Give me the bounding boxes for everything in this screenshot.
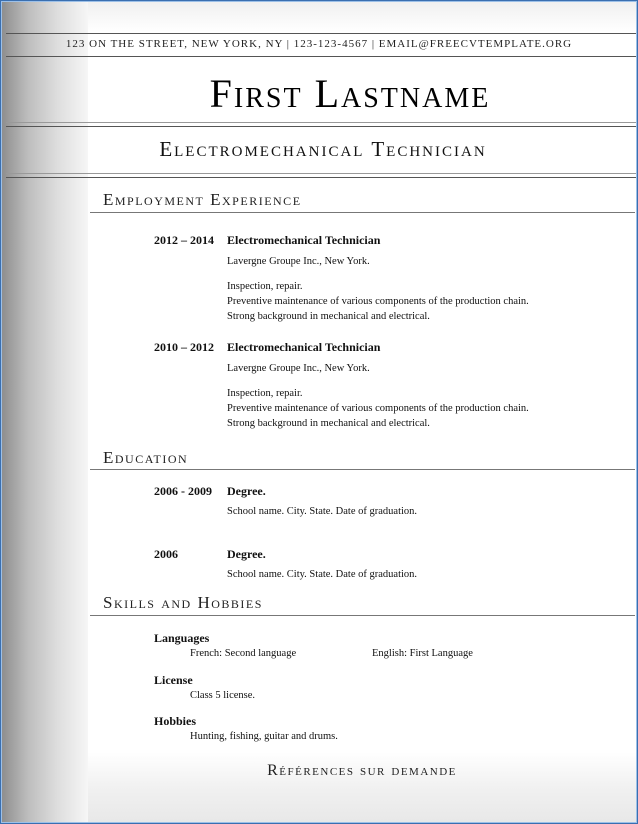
employment-2-line-3: Strong background in mechanical and electrical. <box>227 418 430 429</box>
job-title: Electromechanical Technician <box>159 137 487 161</box>
section-heading-employment: Employment Experience <box>103 190 302 209</box>
top-strip <box>88 2 636 32</box>
education-2-school: School name. City. State. Date of graduation. <box>227 569 418 580</box>
contact-bottom-rule <box>6 56 636 57</box>
education-1-degree: Degree. <box>227 484 266 498</box>
education-rule <box>90 469 635 470</box>
license-label: License <box>154 673 193 687</box>
employment-2-company: Lavergne Groupe Inc., New York. <box>227 363 370 374</box>
name-rule-1 <box>6 122 636 123</box>
name-rule-2 <box>6 126 636 127</box>
hobbies-label: Hobbies <box>154 714 197 728</box>
title-rule-1 <box>6 173 636 174</box>
employment-1-line-2: Preventive maintenance of various components of the production chain. <box>227 296 529 307</box>
employment-2-years: 2010 – 2012 <box>154 340 214 354</box>
education-1-years: 2006 - 2009 <box>154 484 212 498</box>
contact-line: 123 ON THE STREET, NEW YORK, NY | 123-123-4567 | EMAIL@FREECVTEMPLATE.ORG <box>65 38 573 50</box>
employment-rule <box>90 212 635 213</box>
employment-2-line-2: Preventive maintenance of various components of the production chain. <box>227 403 529 414</box>
contact-top-rule <box>6 33 636 34</box>
references-line: Références sur demande <box>267 762 457 779</box>
section-heading-skills: Skills and Hobbies <box>103 593 263 612</box>
skills-rule <box>90 615 635 616</box>
employment-1-years: 2012 – 2014 <box>154 233 214 247</box>
employment-1-company: Lavergne Groupe Inc., New York. <box>227 256 370 267</box>
hobbies-text: Hunting, fishing, guitar and drums. <box>190 731 338 742</box>
employment-1-line-1: Inspection, repair. <box>227 281 303 292</box>
language-2: English: First Language <box>372 648 473 659</box>
education-2-degree: Degree. <box>227 547 266 561</box>
employment-2-line-1: Inspection, repair. <box>227 388 303 399</box>
title-rule-2 <box>6 177 636 178</box>
language-1: French: Second language <box>190 648 297 659</box>
person-name: First Lastname <box>209 71 491 116</box>
section-heading-education: Education <box>103 448 189 467</box>
employment-1-line-3: Strong background in mechanical and electrical. <box>227 311 430 322</box>
page-shadow <box>2 2 88 822</box>
employment-1-title: Electromechanical Technician <box>227 233 381 247</box>
license-text: Class 5 license. <box>190 690 256 701</box>
employment-2-title: Electromechanical Technician <box>227 340 381 354</box>
languages-label: Languages <box>154 631 210 645</box>
education-2-years: 2006 <box>154 547 178 561</box>
education-1-school: School name. City. State. Date of graduation. <box>227 506 418 517</box>
